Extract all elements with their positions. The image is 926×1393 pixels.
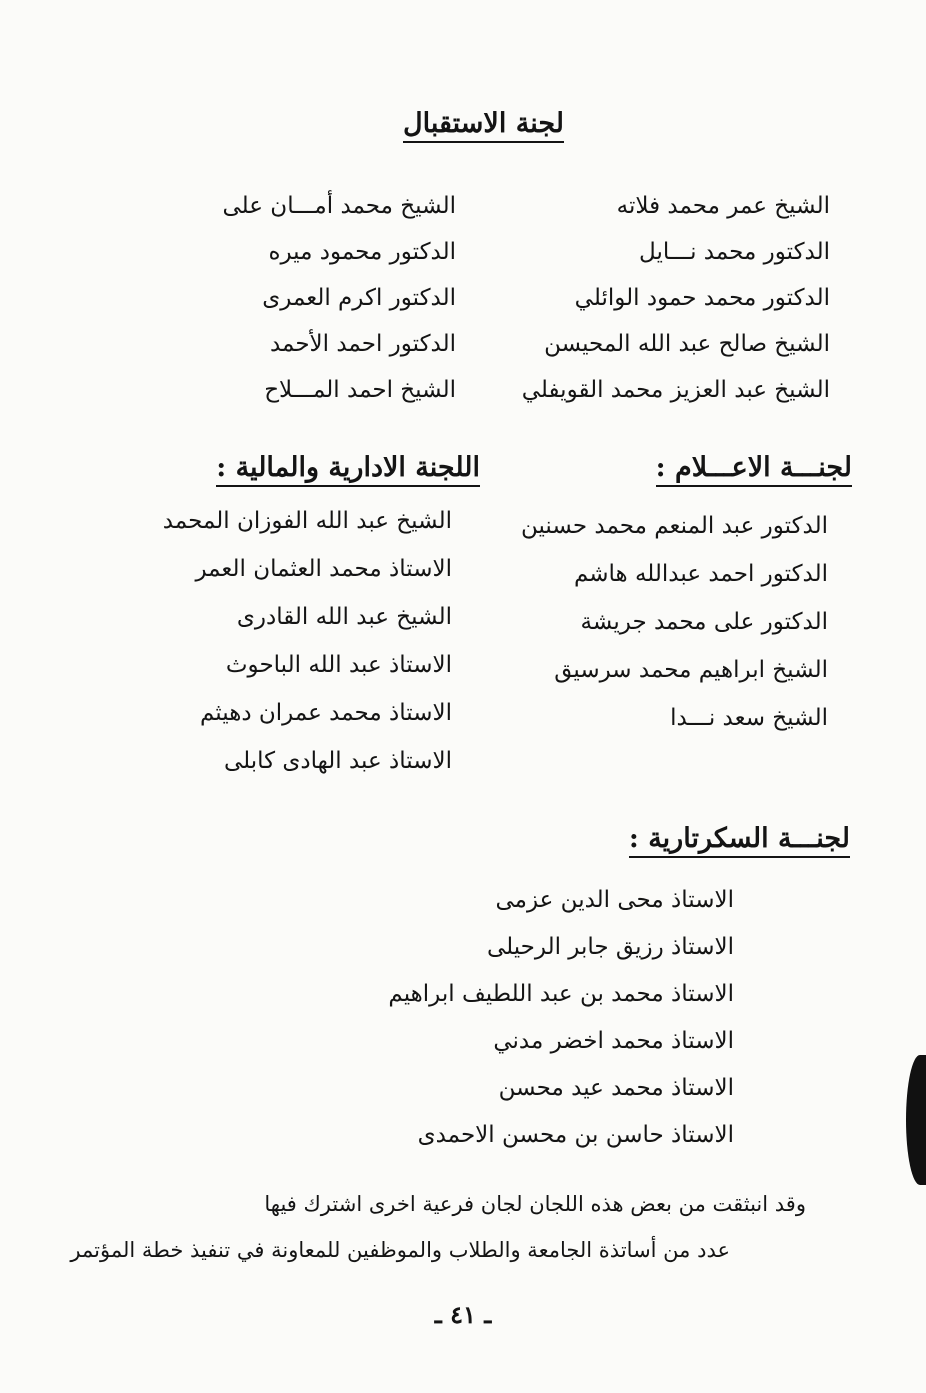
admin-finance-member: الشيخ عبد الله القادرى [236, 604, 452, 630]
scan-edge-shadow [906, 1055, 926, 1185]
media-members [508, 513, 828, 753]
media-member: الدكتور على محمد جريشة [580, 609, 828, 635]
admin-finance-member: الاستاذ عبد الله الباحوث [225, 652, 452, 678]
reception-member: الشيخ محمد أمـــان على [222, 193, 456, 219]
media-member: الدكتور احمد عبدالله هاشم [573, 561, 828, 587]
reception-right-column [500, 193, 830, 423]
secretariat-member: الاستاذ حاسن بن محسن الاحمدى [417, 1122, 734, 1148]
admin-finance-member: الاستاذ محمد عمران دهيثم [200, 700, 452, 726]
secretariat-members [374, 887, 734, 1169]
reception-member: الدكتور اكرم العمرى [262, 285, 456, 311]
media-member: الدكتور عبد المنعم محمد حسنين [520, 513, 828, 539]
admin-finance-member: الاستاذ عبد الهادى كابلى [223, 748, 452, 774]
reception-member: الشيخ صالح عبد الله المحيسن [544, 331, 830, 357]
secretariat-member: الاستاذ رزيق جابر الرحيلى [486, 934, 734, 960]
admin-finance-member: الاستاذ محمد العثمان العمر [195, 556, 452, 582]
reception-member: الشيخ عمر محمد فلاته [616, 193, 830, 219]
reception-member: الدكتور احمد الأحمد [269, 331, 456, 357]
admin-finance-title: اللجنة الادارية والمالية : [216, 452, 480, 487]
secretariat-member: الاستاذ محمد اخضر مدني [493, 1028, 734, 1054]
admin-finance-member: الشيخ عبد الله الفوزان المحمد [162, 508, 452, 534]
closing-paragraph-line-2: عدد من أساتذة الجامعة والطلاب والموظفين للمعاونة في تنفيذ خطة المؤتمر [70, 1238, 730, 1262]
reception-left-column [196, 193, 456, 423]
media-member: الشيخ سعد نـــدا [670, 705, 828, 731]
secretariat-title: لجنـــة السكرتارية : [629, 823, 850, 858]
media-title: لجنـــة الاعـــلام : [656, 452, 852, 487]
secretariat-member: الاستاذ محمد بن عبد اللطيف ابراهيم [388, 981, 734, 1007]
secretariat-member: الاستاذ محى الدين عزمى [495, 887, 734, 913]
admin-finance-members [152, 508, 452, 796]
reception-member: الدكتور محمد نـــايل [639, 239, 830, 265]
reception-member: الشيخ احمد المـــلاح [264, 377, 456, 403]
reception-title: لجنة الاستقبال [403, 108, 564, 143]
reception-member: الدكتور محمود ميره [268, 239, 456, 265]
closing-paragraph-line-1: وقد انبثقت من بعض هذه اللجان لجان فرعية اخرى اشترك فيها [264, 1192, 806, 1216]
media-member: الشيخ ابراهيم محمد سرسيق [554, 657, 828, 683]
page-number: ـ ٤١ ـ [434, 1300, 492, 1329]
reception-member: الدكتور محمد حمود الوائلي [574, 285, 830, 311]
reception-member: الشيخ عبد العزيز محمد القويفلي [521, 377, 830, 403]
secretariat-member: الاستاذ محمد عيد محسن [498, 1075, 734, 1101]
